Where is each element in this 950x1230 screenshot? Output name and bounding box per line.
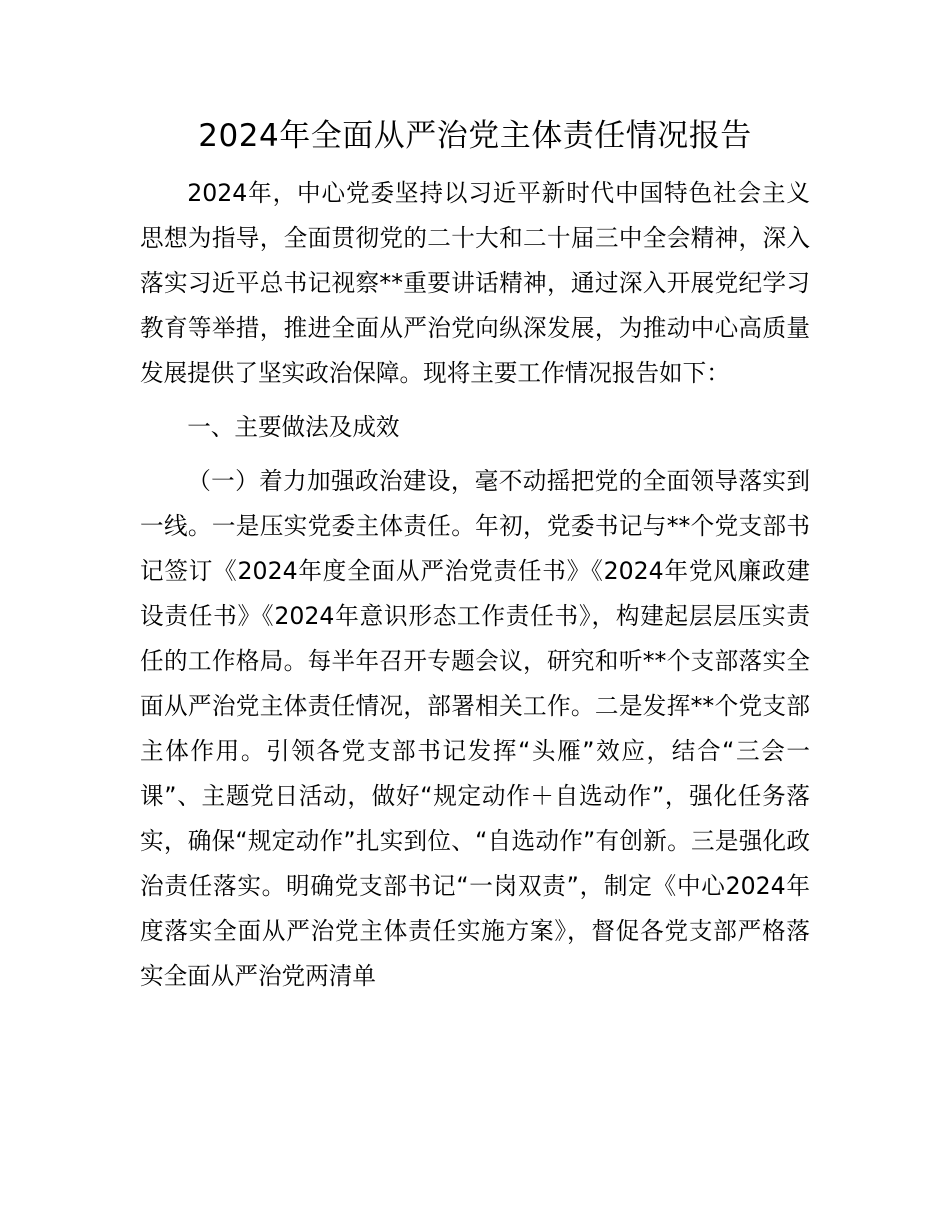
body-paragraph: （一）着力加强政治建设，毫不动摇把党的全面领导落实到一线。一是压实党委主体责任。年初，党委书记与**个党支部书记签订《2024年度全面从严治党责任书》《2024年党风廉政建设责任书》《2024年意识形态工作责任书》，构建起层层压实责任的工作格局。每半年召开专题会议，研究和听**个支部落实全面从严治党主体责任情况，部署相关工作。二是发挥**个党支部主体作用。引领各党支部书记发挥“头雁”效应，结合“三会一课”、主题党日活动，做好“规定动作＋自选动作”，强化任务落实，确保“规定动作”扎实到位、“自选动作”有创新。三是强化政治责任落实。明确党支部书记“一岗双责”，制定《中心2024年度落实全面从严治党主体责任实施方案》，督促各党支部严格落实全面从严治党两清单 — [140, 467, 810, 990]
document-body — [140, 171, 810, 999]
intro-paragraph: 2024年，中心党委坚持以习近平新时代中国特色社会主义思想为指导，全面贯彻党的二十大和二十届三中全会精神，深入落实习近平总书记视察**重要讲话精神，通过深入开展党纪学习教育等举措，推进全面从严治党向纵深发展，为推动中心高质量发展提供了坚实政治保障。现将主要工作情况报告如下： — [140, 179, 810, 387]
section-heading: 一、主要做法及成效 — [187, 413, 400, 441]
document-title: 2024年全面从严治党主体责任情况报告 — [198, 118, 752, 154]
